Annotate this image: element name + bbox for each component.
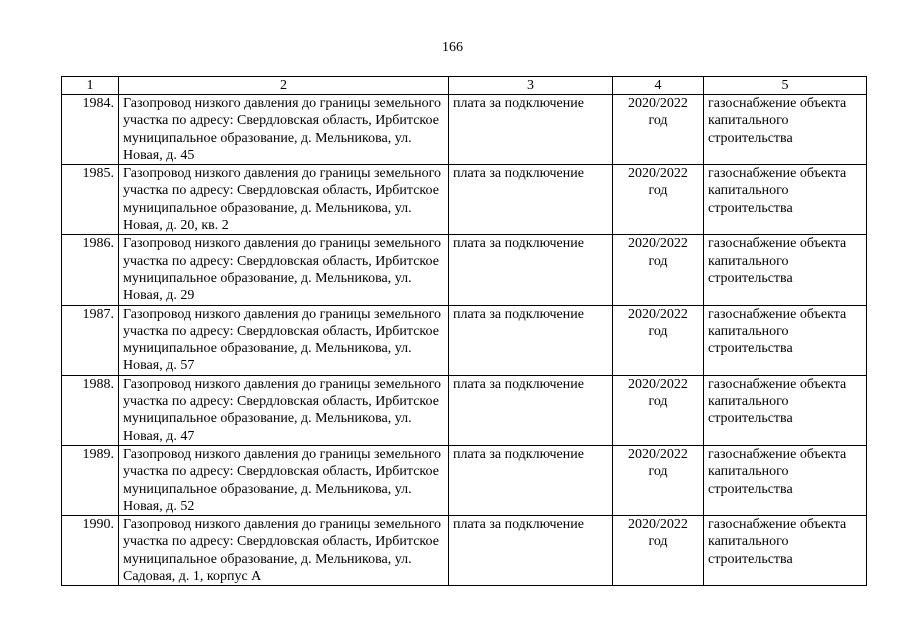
object-purpose: газоснабжение объекта капитального строительства bbox=[704, 375, 867, 445]
table-row bbox=[62, 445, 867, 515]
implementation-period: 2020/2022 год bbox=[613, 235, 704, 305]
object-description: Газопровод низкого давления до границы земельного участка по адресу: Свердловская область, Ирбитское муниципальное образование, д. Мельникова, ул. Новая, д. 47 bbox=[119, 375, 449, 445]
table-row bbox=[62, 235, 867, 305]
object-description: Газопровод низкого давления до границы земельного участка по адресу: Свердловская область, Ирбитское муниципальное образование, д. Мельникова, ул. Садовая, д. 1, корпус А bbox=[119, 516, 449, 586]
row-number: 1989. bbox=[62, 445, 119, 515]
table-row bbox=[62, 305, 867, 375]
object-purpose: газоснабжение объекта капитального строительства bbox=[704, 445, 867, 515]
object-purpose: газоснабжение объекта капитального строительства bbox=[704, 305, 867, 375]
row-number: 1984. bbox=[62, 95, 119, 165]
implementation-period: 2020/2022 год bbox=[613, 516, 704, 586]
object-purpose: газоснабжение объекта капитального строительства bbox=[704, 95, 867, 165]
object-description: Газопровод низкого давления до границы земельного участка по адресу: Свердловская область, Ирбитское муниципальное образование, д. Мельникова, ул. Новая, д. 20, кв. 2 bbox=[119, 165, 449, 235]
implementation-period: 2020/2022 год bbox=[613, 95, 704, 165]
object-purpose: газоснабжение объекта капитального строительства bbox=[704, 235, 867, 305]
row-number: 1988. bbox=[62, 375, 119, 445]
table-header-row bbox=[62, 77, 867, 95]
row-number: 1987. bbox=[62, 305, 119, 375]
page-number: 166 bbox=[442, 40, 463, 55]
row-number: 1986. bbox=[62, 235, 119, 305]
row-number: 1990. bbox=[62, 516, 119, 586]
column-header-5: 5 bbox=[704, 77, 867, 95]
implementation-period: 2020/2022 год bbox=[613, 305, 704, 375]
row-number: 1985. bbox=[62, 165, 119, 235]
table-row bbox=[62, 375, 867, 445]
object-purpose: газоснабжение объекта капитального строительства bbox=[704, 516, 867, 586]
object-description: Газопровод низкого давления до границы земельного участка по адресу: Свердловская область, Ирбитское муниципальное образование, д. Мельникова, ул. Новая, д. 45 bbox=[119, 95, 449, 165]
table-row bbox=[62, 95, 867, 165]
financing-source: плата за подключение bbox=[449, 235, 613, 305]
column-header-2: 2 bbox=[119, 77, 449, 95]
column-header-4: 4 bbox=[613, 77, 704, 95]
column-header-1: 1 bbox=[62, 77, 119, 95]
implementation-period: 2020/2022 год bbox=[613, 165, 704, 235]
financing-source: плата за подключение bbox=[449, 95, 613, 165]
financing-source: плата за подключение bbox=[449, 516, 613, 586]
financing-source: плата за подключение bbox=[449, 375, 613, 445]
object-description: Газопровод низкого давления до границы земельного участка по адресу: Свердловская область, Ирбитское муниципальное образование, д. Мельникова, ул. Новая, д. 57 bbox=[119, 305, 449, 375]
data-table bbox=[61, 76, 867, 586]
implementation-period: 2020/2022 год bbox=[613, 445, 704, 515]
financing-source: плата за подключение bbox=[449, 165, 613, 235]
object-description: Газопровод низкого давления до границы земельного участка по адресу: Свердловская область, Ирбитское муниципальное образование, д. Мельникова, ул. Новая, д. 29 bbox=[119, 235, 449, 305]
object-description: Газопровод низкого давления до границы земельного участка по адресу: Свердловская область, Ирбитское муниципальное образование, д. Мельникова, ул. Новая, д. 52 bbox=[119, 445, 449, 515]
table-body bbox=[62, 77, 867, 586]
table-row bbox=[62, 516, 867, 586]
financing-source: плата за подключение bbox=[449, 445, 613, 515]
financing-source: плата за подключение bbox=[449, 305, 613, 375]
column-header-3: 3 bbox=[449, 77, 613, 95]
table-row bbox=[62, 165, 867, 235]
implementation-period: 2020/2022 год bbox=[613, 375, 704, 445]
object-purpose: газоснабжение объекта капитального строительства bbox=[704, 165, 867, 235]
